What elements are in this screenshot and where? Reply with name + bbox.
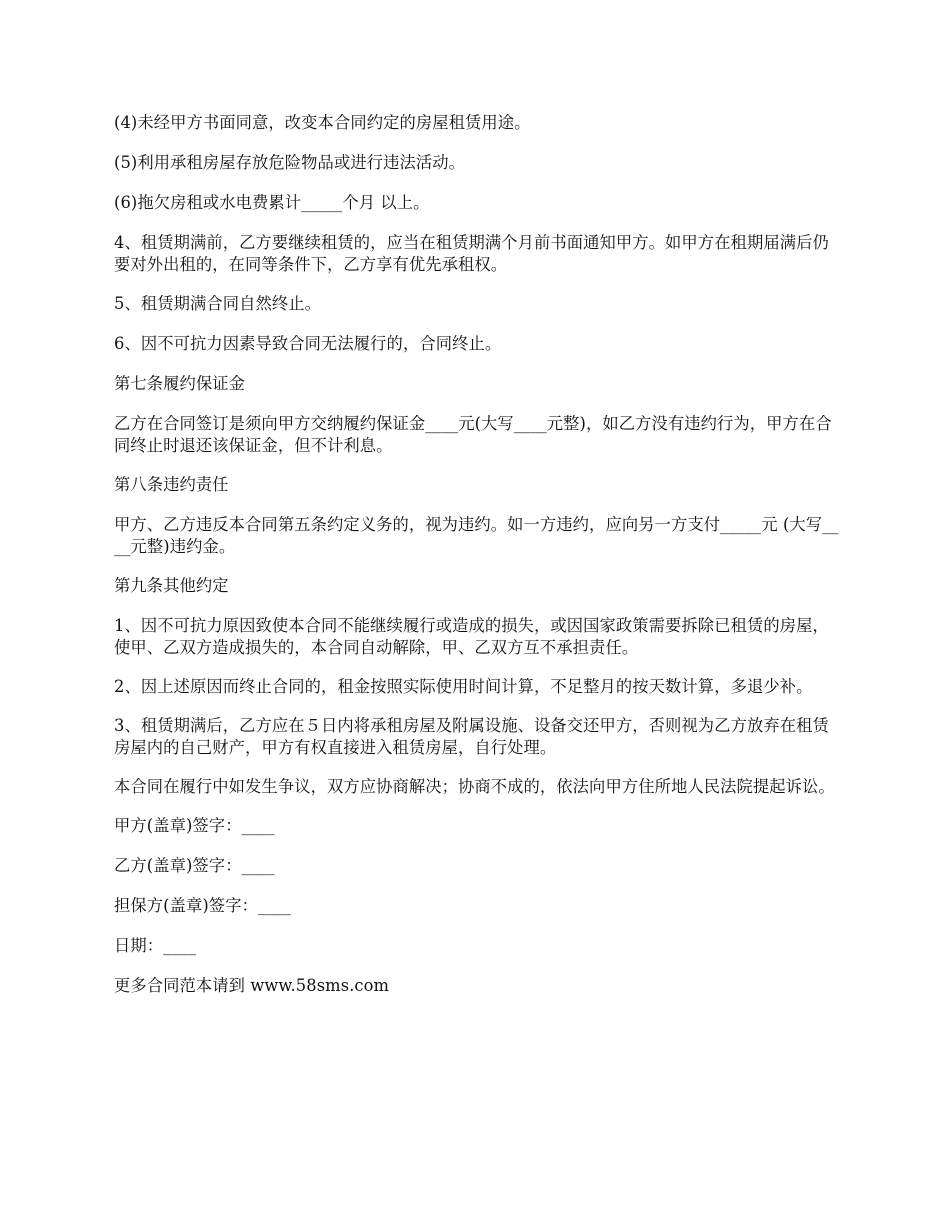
article-7-body: 乙方在合同签订是须向甲方交纳履约保证金____元(大写____元整)，如乙方没有违约行为，甲方在合同终止时退还该保证金，但不计利息。	[114, 414, 832, 455]
party-b-signature: 乙方(盖章)签字：____	[114, 856, 275, 875]
date-field: 日期：____	[114, 936, 197, 955]
article-9-item-3: 3、租赁期满后，乙方应在５日内将承租房屋及附属设施、设备交还甲方，否则视为乙方放弃在租赁房屋内的自己财产，甲方有权直接进入租赁房屋，自行处理。	[114, 716, 829, 757]
guarantor-signature: 担保方(盖章)签字：____	[114, 896, 291, 915]
clause-4-sub-6: (6)拖欠房租或水电费累计_____个月 以上。	[114, 193, 430, 212]
clause-4-sub-5: (5)利用承租房屋存放危险物品或进行违法活动。	[114, 153, 465, 172]
document-page	[114, 112, 844, 1015]
party-a-signature: 甲方(盖章)签字：____	[114, 816, 275, 835]
article-8-heading: 第八条违约责任	[114, 475, 229, 494]
article-8-body: 甲方、乙方违反本合同第五条约定义务的，视为违约。如一方违约，应向另一方支付_____元 (大写____元整)违约金。	[114, 515, 839, 556]
clause-renewal: 4、租赁期满前，乙方要继续租赁的，应当在租赁期满个月前书面通知甲方。如甲方在租期届满后仍要对外出租的，在同等条件下，乙方享有优先承租权。	[114, 233, 829, 274]
clause-force-majeure: 6、因不可抗力因素导致合同无法履行的，合同终止。	[114, 334, 502, 353]
dispute-clause: 本合同在履行中如发生争议，双方应协商解决；协商不成的，依法向甲方住所地人民法院提起诉讼。	[114, 777, 835, 796]
article-7-heading: 第七条履约保证金	[114, 374, 246, 393]
clause-4-sub-4: (4)未经甲方书面同意，改变本合同约定的房屋租赁用途。	[114, 113, 531, 132]
footer-link-text: 更多合同范本请到 www.58sms.com	[114, 976, 390, 995]
clause-expiry: 5、租赁期满合同自然终止。	[114, 294, 322, 313]
article-9-item-1: 1、因不可抗力原因致使本合同不能继续履行或造成的损失，或因国家政策需要拆除已租赁的房屋，使甲、乙双方造成损失的，本合同自动解除，甲、乙双方互不承担责任。	[114, 616, 829, 657]
article-9-heading: 第九条其他约定	[114, 576, 229, 595]
article-9-item-2: 2、因上述原因而终止合同的，租金按照实际使用时间计算，不足整月的按天数计算，多退少补。	[114, 677, 813, 696]
